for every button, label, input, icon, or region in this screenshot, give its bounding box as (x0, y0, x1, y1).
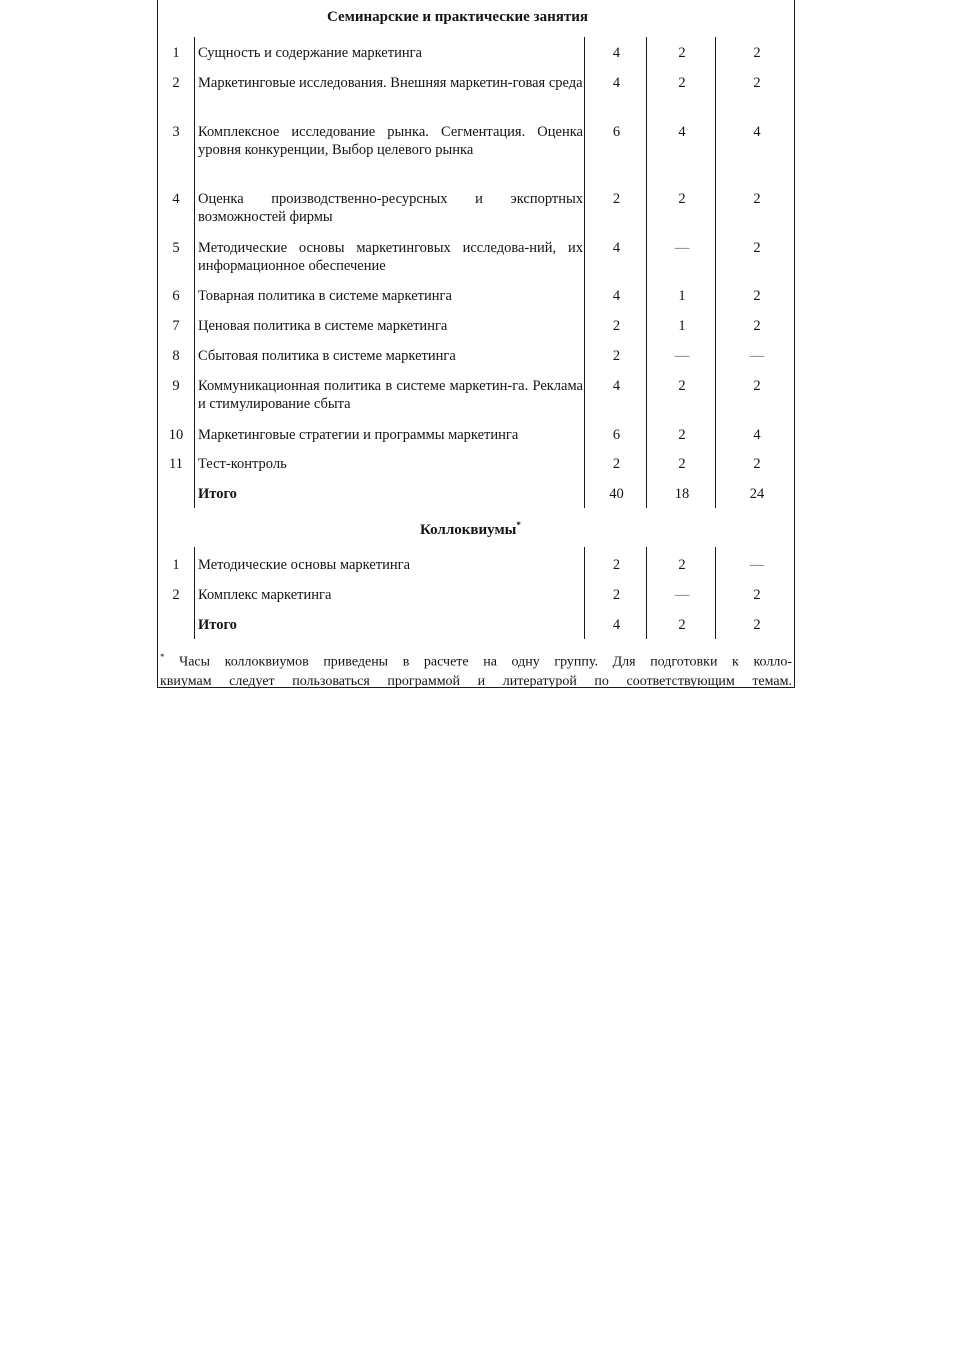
hours-cell: 4 (612, 378, 621, 394)
topic-cell: Ценовая политика в системе маркетинга (198, 318, 448, 334)
topic-cell: Методические основы маркетинга (198, 557, 411, 573)
hours-cell: 2 (678, 378, 686, 394)
column-divider (715, 37, 716, 508)
row-number: 2 (172, 75, 180, 91)
hours-cell: 2 (678, 191, 686, 207)
footnote-line-1: Часы коллоквиумов приведены в расчете на одну группу. Для подготовки к колло- (179, 654, 792, 670)
row-number: 10 (168, 427, 184, 443)
hours-cell: 2 (753, 288, 761, 304)
total-label: Итого (198, 486, 237, 502)
hours-cell: 2 (753, 318, 761, 334)
hours-cell: 4 (612, 240, 621, 256)
hours-cell: 4 (678, 124, 686, 140)
topic-cell: Товарная политика в системе маркетинга (198, 288, 452, 304)
hours-cell: 2 (612, 318, 621, 334)
hours-cell: 2 (753, 191, 761, 207)
total-cell: 24 (749, 486, 765, 502)
total-cell: 2 (678, 617, 686, 633)
hours-cell: 4 (612, 75, 621, 91)
row-number: 5 (172, 240, 180, 256)
topic-cell: Маркетинговые исследования. Внешняя маркетин-говая среда (198, 75, 583, 91)
row-number: 4 (172, 191, 180, 207)
row-number: 8 (172, 348, 180, 364)
row-number: 3 (172, 124, 180, 140)
table-frame (157, 0, 795, 688)
column-divider (646, 547, 647, 639)
column-divider (584, 547, 585, 639)
row-number: 9 (172, 378, 180, 394)
hours-cell: 2 (753, 75, 761, 91)
total-cell: 40 (609, 486, 624, 502)
hours-cell: 2 (612, 557, 621, 573)
row-number: 1 (172, 557, 180, 573)
column-divider (584, 37, 585, 508)
hours-cell: — (674, 240, 690, 256)
hours-cell: 4 (612, 45, 621, 61)
hours-cell: 2 (612, 587, 621, 603)
hours-cell: 4 (612, 288, 621, 304)
hours-cell: 2 (753, 240, 761, 256)
hours-cell: — (749, 557, 765, 573)
section-title-seminars: Семинарские и практические занятия (327, 9, 588, 25)
hours-cell: — (749, 348, 765, 364)
total-cell: 2 (753, 617, 761, 633)
total-cell: 18 (674, 486, 690, 502)
hours-cell: 2 (678, 75, 686, 91)
hours-cell: 2 (612, 456, 621, 472)
hours-cell: 1 (678, 288, 686, 304)
footnote (160, 648, 792, 691)
hours-cell: 4 (753, 124, 761, 140)
topic-cell: Сущность и содержание маркетинга (198, 45, 422, 61)
hours-cell: 2 (678, 427, 686, 443)
topic-cell: Комплексное исследование рынка. Сегментация. Оценка уровня конкуренции, Выбор целевого рынка (198, 124, 583, 158)
row-number: 7 (172, 318, 180, 334)
hours-cell: 2 (753, 378, 761, 394)
total-label: Итого (198, 617, 237, 633)
hours-cell: 2 (753, 45, 761, 61)
topic-cell: Коммуникационная политика в системе маркетин-га. Реклама и стимулирование сбыта (198, 378, 583, 412)
footnote-line-2: квиумам следует пользоваться программой и литературой по соответствующим темам. (160, 673, 792, 689)
row-number: 6 (172, 288, 180, 304)
hours-cell: 1 (678, 318, 686, 334)
hours-cell: 2 (678, 557, 686, 573)
footnote-marker: * (516, 520, 521, 530)
hours-cell: 2 (753, 587, 761, 603)
hours-cell: 6 (612, 124, 621, 140)
hours-cell: 6 (612, 427, 621, 443)
section-title-colloquia (420, 520, 521, 539)
topic-cell: Комплекс маркетинга (198, 587, 332, 603)
hours-cell: 2 (612, 191, 621, 207)
row-number: 1 (172, 45, 180, 61)
total-cell: 4 (612, 617, 621, 633)
hours-cell: — (674, 587, 690, 603)
hours-cell: 2 (612, 348, 621, 364)
hours-cell: 2 (678, 456, 686, 472)
topic-cell: Методические основы маркетинговых исследова-ний, их информационное обеспечение (198, 240, 583, 274)
hours-cell: — (674, 348, 690, 364)
section-title-text: Коллоквиумы (420, 522, 517, 538)
footnote-marker: * (160, 652, 165, 662)
topic-cell: Тест-контроль (198, 456, 287, 472)
topic-cell: Оценка производственно-ресурсных и экспортных возможностей фирмы (198, 191, 583, 225)
row-number: 2 (172, 587, 180, 603)
hours-cell: 4 (753, 427, 761, 443)
topic-cell: Маркетинговые стратегии и программы маркетинга (198, 427, 519, 443)
column-divider (715, 547, 716, 639)
row-number: 11 (169, 456, 183, 472)
column-divider (646, 37, 647, 508)
hours-cell: 2 (678, 45, 686, 61)
hours-cell: 2 (753, 456, 761, 472)
topic-cell: Сбытовая политика в системе маркетинга (198, 348, 456, 364)
